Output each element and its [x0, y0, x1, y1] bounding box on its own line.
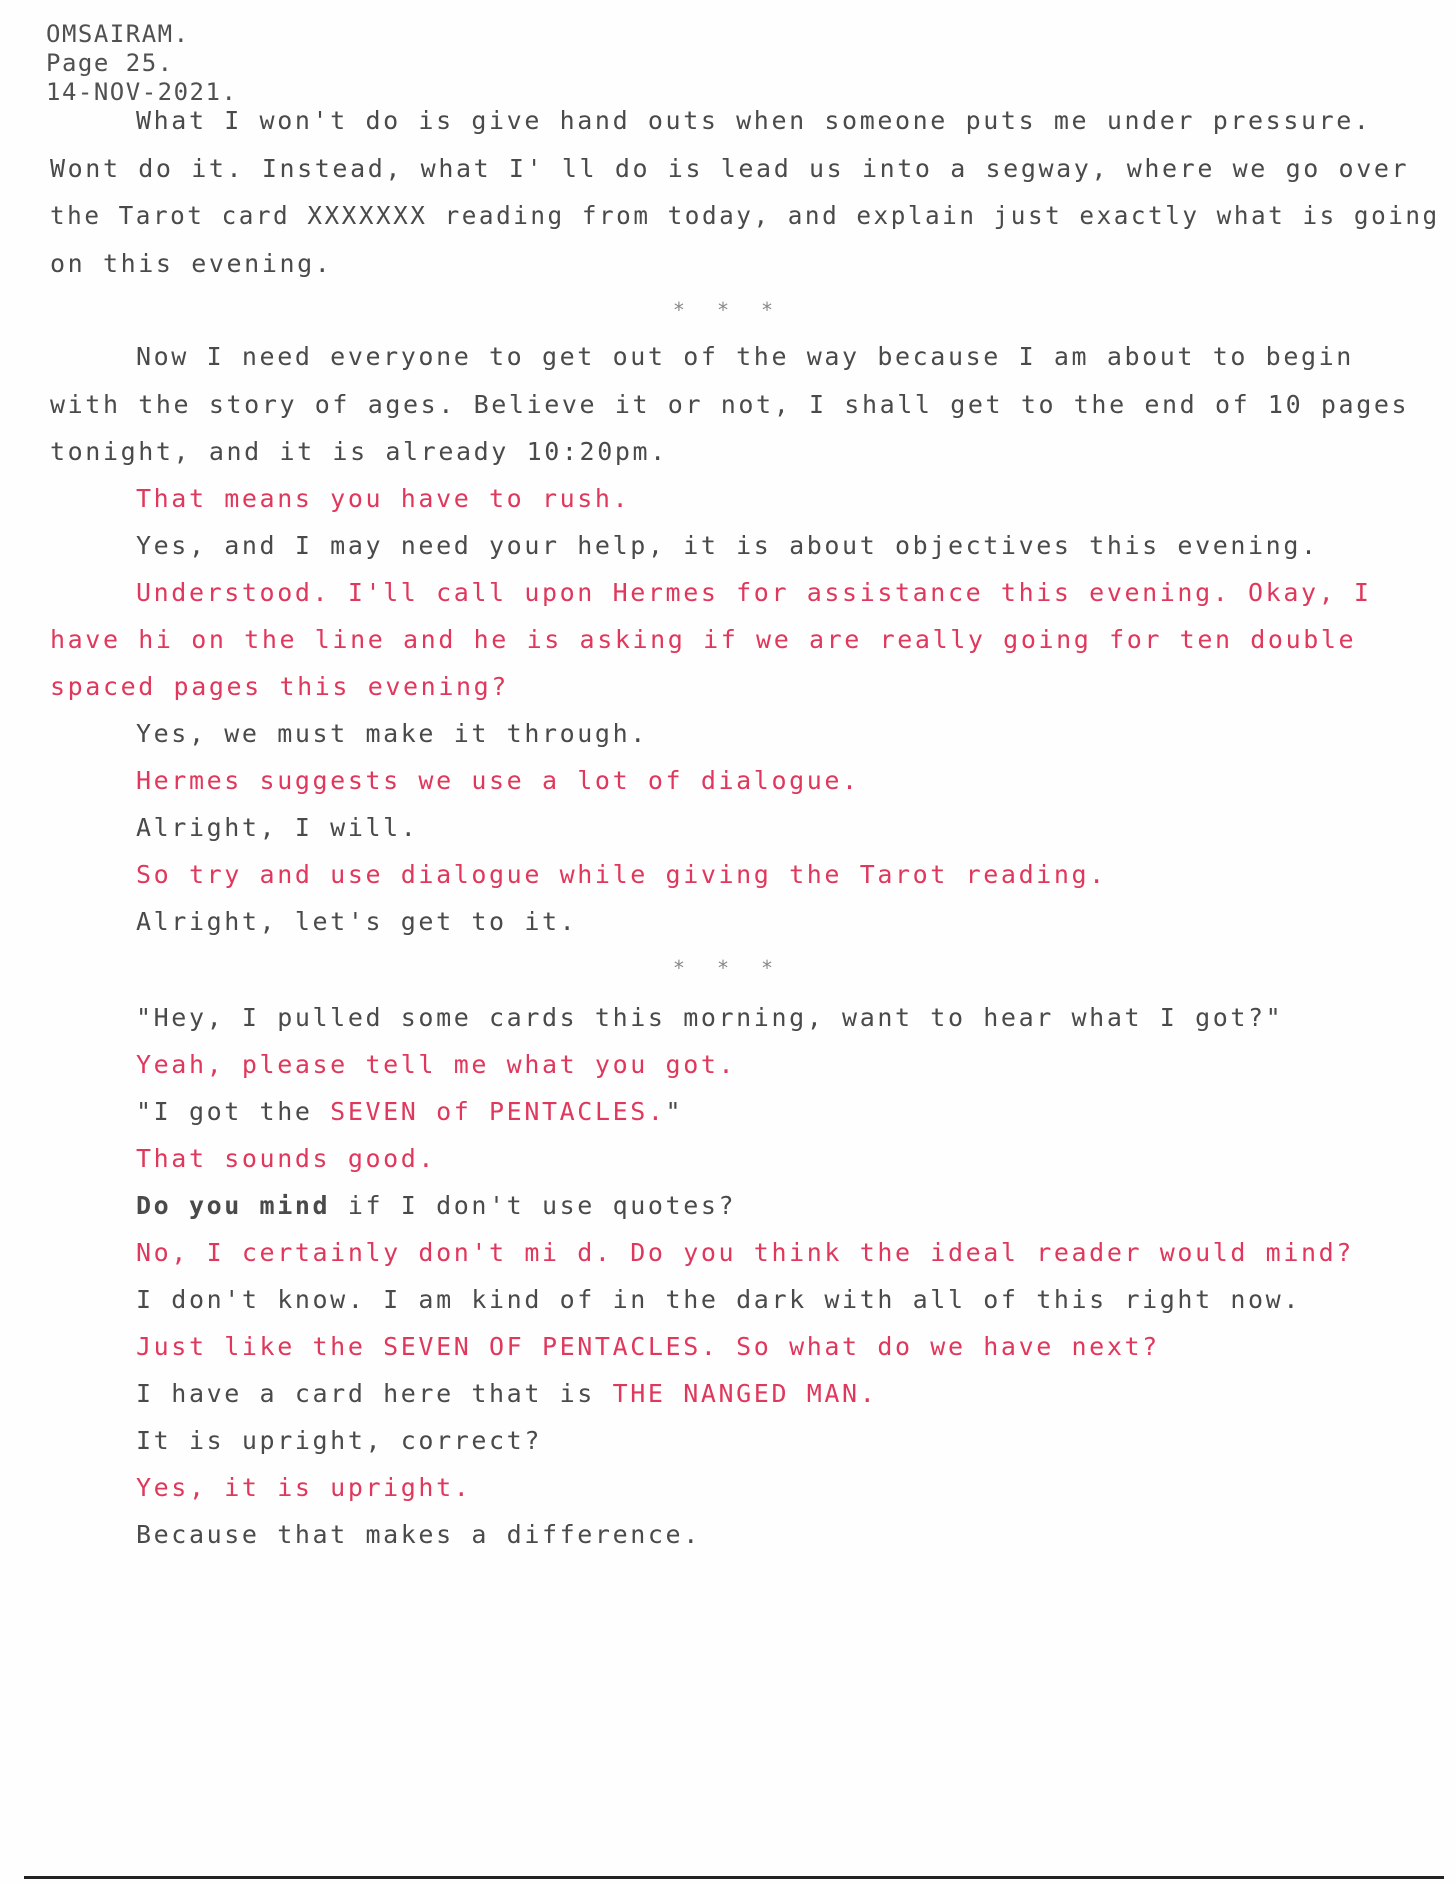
page-header: [46, 20, 237, 107]
dialogue-line: Alright, I will.: [136, 813, 419, 842]
dialogue-fragment: "I got the: [136, 1097, 331, 1126]
text-line: with the story of ages. Believe it or not, I shall get to the end of 10 pages: [50, 390, 1410, 419]
dialogue-line: So try and use dialogue while giving the Tarot reading.: [136, 860, 1107, 889]
dialogue-line: Yes, it is upright.: [136, 1473, 472, 1502]
page-bottom-edge: [24, 1876, 1444, 1879]
dialogue-line: [136, 1191, 736, 1220]
dialogue-line: Yes, and I may need your help, it is about objectives this evening.: [136, 531, 1319, 560]
text-line: Wont do it. Instead, what I' ll do is lead us into a segway, where we go over: [50, 154, 1410, 183]
text-line: Now I need everyone to get out of the way because I am about to begin: [136, 342, 1354, 371]
dialogue-line: Because that makes a difference.: [136, 1520, 701, 1549]
dialogue-line: "Hey, I pulled some cards this morning, want to hear what I got?": [136, 1003, 1284, 1032]
dialogue-fragment: Do you mind: [136, 1191, 331, 1220]
text-line: the Tarot card XXXXXXX reading from today, and explain just exactly what is going: [50, 201, 1440, 230]
dialogue-line: Alright, let's get to it.: [136, 907, 578, 936]
dialogue-fragment: I have a card here that is: [136, 1379, 613, 1408]
text-line: What I won't do is give hand outs when someone puts me under pressure.: [136, 106, 1372, 135]
dialogue-line: spaced pages this evening?: [50, 672, 509, 701]
header-date: 14-NOV-2021.: [46, 78, 238, 106]
dialogue-line: [136, 1379, 877, 1408]
dialogue-line: have hi on the line and he is asking if we are really going for ten double: [50, 625, 1357, 654]
dialogue-line: It is upright, correct?: [136, 1426, 542, 1455]
dialogue-fragment: ": [665, 1097, 684, 1126]
card-name: THE NANGED MAN.: [612, 1379, 878, 1408]
dialogue-line: I don't know. I am kind of in the dark with all of this right now.: [136, 1285, 1301, 1314]
dialogue-line: No, I certainly don't mi d. Do you think the ideal reader would mind?: [136, 1238, 1354, 1267]
header-title: OMSAIRAM.: [46, 20, 190, 48]
dialogue-line: Hermes suggests we use a lot of dialogue.: [136, 766, 860, 795]
dialogue-line: Yes, we must make it through.: [136, 719, 648, 748]
dialogue-fragment: if I don't use quotes?: [330, 1191, 737, 1220]
dialogue-line: [136, 1097, 683, 1126]
dialogue-line: That sounds good.: [136, 1144, 437, 1173]
text-line: tonight, and it is already 10:20pm.: [50, 437, 668, 466]
dialogue-line: That means you have to rush.: [136, 484, 631, 513]
dialogue-line: Understood. I'll call upon Hermes for assistance this evening. Okay, I: [136, 578, 1372, 607]
card-name: SEVEN of PENTACLES.: [330, 1097, 666, 1126]
header-page-number: Page 25.: [46, 49, 174, 77]
section-divider: * * *: [672, 298, 784, 322]
section-divider: * * *: [672, 956, 784, 980]
dialogue-line: Just like the SEVEN OF PENTACLES. So what do we have next?: [136, 1332, 1160, 1361]
text-line: on this evening.: [50, 249, 333, 278]
dialogue-line: Yeah, please tell me what you got.: [136, 1050, 737, 1079]
